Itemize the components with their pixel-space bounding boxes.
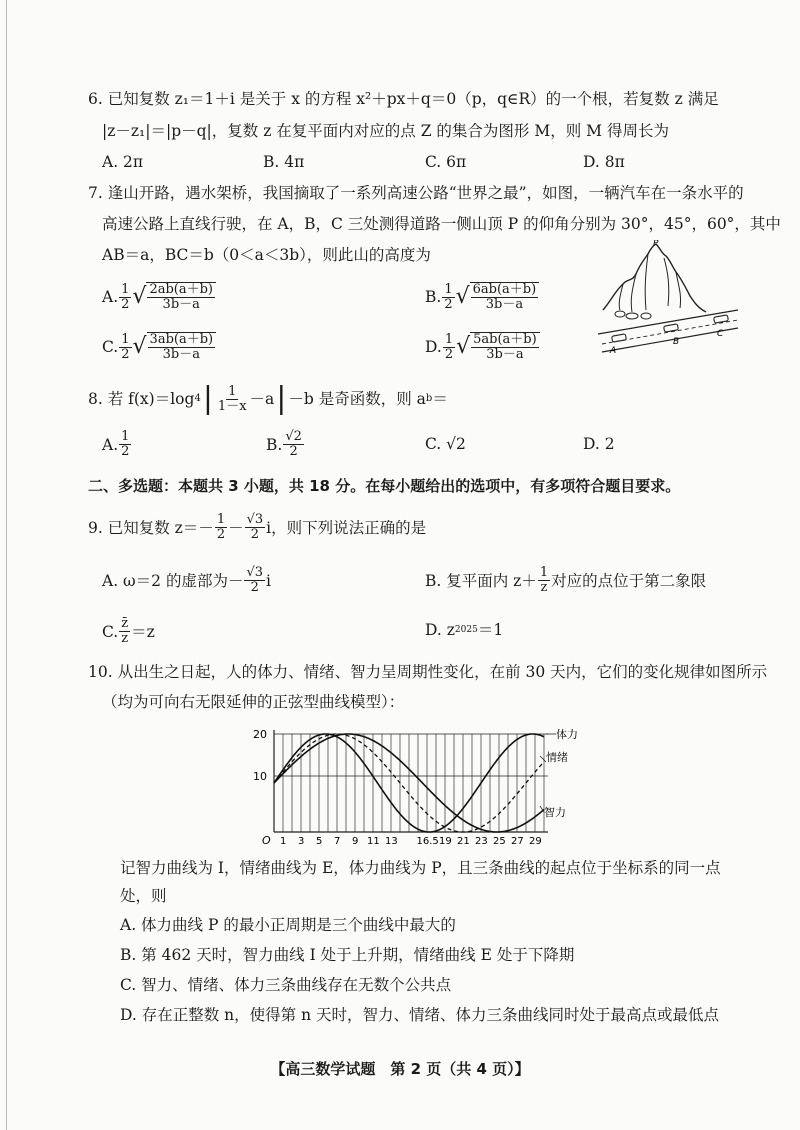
q8-option-b-letter: B. [266, 435, 283, 454]
q8-option-a-letter: A. [102, 435, 119, 454]
q10-stem-line3: 记智力曲线为 I，情绪曲线为 E，体力曲线为 P，且三条曲线的起点位于坐标系的同一点 [120, 859, 721, 877]
q7-b-den: 3b－a [485, 297, 524, 312]
x-tick-label: 19 [439, 836, 452, 845]
q7-a-den: 3b－a [162, 297, 200, 312]
q9-suffix: i，则下列说法正确的是 [266, 518, 427, 537]
q8-a-num: 1 [121, 429, 130, 444]
q9-c-letter: C. [102, 622, 119, 641]
q9-option-b[interactable] [425, 566, 706, 595]
section-2-heading: 二、多选题：本题共 3 小题，共 18 分。在每小题给出的选项中，有多项符合题目要求。 [88, 477, 681, 495]
q9-option-a[interactable] [102, 566, 271, 595]
page-edge-shadow [6, 0, 7, 1130]
q8-option-a[interactable] [102, 430, 132, 459]
x-tick-label: 27 [511, 836, 524, 845]
q7-stem-line2: 高速公路上直线行驶，在 A，B，C 三处测得道路一侧山顶 P 的仰角分别为 30°，45°，60°，其中 [102, 215, 781, 233]
q10-stem-line1: 10. 从出生之日起，人的体力、情绪、智力呈周期性变化，在前 30 天内，它们的变化规律如图所示 [88, 663, 768, 681]
q6-option-d[interactable]: D. 8π [583, 153, 625, 171]
x-tick-label: 13 [385, 836, 398, 845]
q6-option-b[interactable]: B. 4π [263, 153, 305, 171]
q7-option-d[interactable]: D. $\frac{1}{2}$ √ $\frac{5ab(a+b)}{3b-a}$ [425, 332, 540, 362]
q7-b-half-den: 2 [444, 296, 453, 312]
q9-d-post: ＝1 [477, 621, 504, 639]
q6-option-c[interactable]: C. 6π [425, 153, 467, 171]
q7-d-half-den: 2 [444, 346, 454, 362]
q10-option-d[interactable]: D. 存在正整数 n，使得第 n 天时，智力、情绪、体力三条曲线同时处于最高点或最低点 [120, 1006, 719, 1024]
q9-prefix: 9. 已知复数 z＝－ [88, 518, 214, 537]
x-tick-label: 5 [316, 836, 323, 845]
q7-label-c: C [717, 329, 724, 339]
q7-mountain-figure [598, 240, 743, 360]
q8-option-c[interactable]: C. √2 [425, 435, 466, 453]
q10-stem-line2: （均为可向右无限延伸的正弦型曲线模型）： [102, 693, 405, 711]
q7-c-half-den: 2 [121, 346, 130, 362]
q7-a-half-den: 2 [121, 296, 130, 312]
q7-option-a-letter: A. [102, 288, 119, 306]
q8-option-d[interactable]: D. 2 [583, 435, 615, 453]
q9-f2-num: √3 [246, 512, 264, 527]
q9-minus: － [228, 518, 244, 537]
x-tick-label: 1 [280, 836, 287, 845]
q7-b-num: 6ab(a＋b) [472, 282, 537, 297]
q8-stem: 8. 若 f(x)＝log 4 | $\frac{1}{1-x}$ －a | －b 是奇函数，则 a b ＝ [88, 381, 448, 416]
x-tick-label: 9 [352, 836, 359, 845]
q6-option-a[interactable]: A. 2π [102, 153, 144, 171]
q7-b-half-num: 1 [444, 281, 453, 297]
q7-c-half-num: 1 [121, 331, 130, 347]
x-tick-label: 29 [529, 836, 542, 845]
x-tick-label: 7 [334, 836, 341, 845]
q7-option-b[interactable]: B. $\frac{1}{2}$ √ $\frac{6ab(a+b)}{3b-a}$ [425, 282, 539, 312]
q10-stem-line4: 处，则 [120, 887, 167, 905]
q9-option-c[interactable] [102, 617, 155, 646]
q8-a-den: 2 [121, 444, 130, 459]
q7-label-p: P [653, 240, 659, 249]
q8-b-num: √2 [285, 429, 302, 444]
x-tick-label: 11 [367, 836, 380, 845]
legend-tili: 体力 [556, 728, 578, 741]
q7-label-a: A [610, 346, 617, 356]
q9-b-post: 对应的点位于第二象限 [551, 571, 707, 590]
x-tick-label: 23 [475, 836, 488, 845]
x-tick-label: 25 [493, 836, 506, 845]
q7-option-c[interactable]: C. $\frac{1}{2}$ √ $\frac{3ab(a+b)}{3b-a}$ [102, 332, 216, 362]
q7-c-num: 3ab(a＋b) [149, 332, 214, 347]
q8-eq: ＝ [432, 390, 448, 408]
q8-after-frac: －a [249, 390, 275, 408]
q9-b-den: z [540, 580, 548, 595]
q8-frac-num: 1 [228, 383, 237, 399]
q10-biorhythm-chart [250, 720, 590, 845]
q9-a-den: 2 [250, 580, 259, 595]
q7-c-den: 3b－a [162, 347, 200, 362]
q9-f1-num: 1 [216, 512, 226, 527]
q7-stem-line1: 7. 逢山开路，遇水架桥，我国摘取了一系列高速公路“世界之最”，如图，一辆汽车在一条水平的 [88, 184, 744, 202]
x-tick-label: 3 [298, 836, 305, 845]
q10-option-b[interactable]: B. 第 462 天时，智力曲线 I 处于上升期，情绪曲线 E 处于下降期 [120, 946, 575, 964]
q7-d-num: 5ab(a＋b) [473, 332, 537, 347]
q9-a-pre: A. ω＝2 的虚部为－ [102, 571, 244, 590]
q6-stem-line1: 6. 已知复数 z₁＝1＋i 是关于 x 的方程 x²＋px＋q＝0（p，q∈R）的一个根，若复数 z 满足 [88, 90, 719, 108]
q9-f1-den: 2 [216, 527, 226, 542]
q9-d-sup: 2025 [454, 625, 478, 635]
q9-d-pre: D. z [425, 621, 455, 639]
x-tick-label: 21 [457, 836, 470, 845]
q8-suffix: －b 是奇函数，则 a [288, 390, 426, 408]
y-tick-10: 10 [253, 770, 267, 783]
q7-d-half-num: 1 [444, 331, 454, 347]
q9-c-post: ＝z [131, 622, 155, 641]
q9-a-num: √3 [246, 565, 264, 580]
q9-option-d[interactable] [425, 620, 503, 640]
q9-f2-den: 2 [250, 527, 260, 542]
q7-option-a[interactable]: A. $\frac{1}{2}$ √ $\frac{2ab(a+b)}{3b-a}$ [102, 282, 216, 312]
q7-a-num: 2ab(a＋b) [149, 282, 213, 297]
q9-c-num: z̄ [121, 616, 129, 631]
q10-option-c[interactable]: C. 智力、情绪、体力三条曲线存在无数个公共点 [120, 976, 452, 994]
q7-option-b-letter: B. [425, 288, 442, 306]
q7-stem-line3: AB＝a，BC＝b（0＜a＜3b），则此山的高度为 [102, 246, 431, 264]
q7-label-b: B [673, 337, 680, 347]
q8-frac-den: 1－x [217, 398, 247, 414]
q7-option-d-letter: D. [425, 338, 442, 356]
q8-sup: b [425, 393, 433, 404]
q9-stem [88, 513, 426, 542]
q9-a-post: i [266, 571, 272, 590]
q7-d-den: 3b－a [486, 347, 524, 362]
q8-log-base: 4 [194, 393, 201, 404]
q7-a-half-num: 1 [121, 281, 130, 297]
y-tick-20: 20 [253, 728, 267, 741]
legend-zhili: 智力 [544, 806, 566, 819]
origin-label: O [262, 834, 271, 845]
legend-qingxu: 情绪 [546, 751, 568, 764]
q9-b-pre: B. 复平面内 z＋ [425, 571, 537, 590]
q6-stem-line2: |z－z₁|＝|p－q|，复数 z 在复平面内对应的点 Z 的集合为图形 M，则 M 得周长为 [102, 122, 669, 140]
q9-b-num: 1 [539, 565, 549, 580]
q9-c-den: z [121, 631, 129, 646]
q10-option-a[interactable]: A. 体力曲线 P 的最小正周期是三个曲线中最大的 [120, 916, 456, 934]
page-footer: 【高三数学试题 第 2 页（共 4 页）】 [270, 1060, 530, 1078]
q7-option-c-letter: C. [102, 338, 119, 356]
x-tick-label: 16.5 [416, 836, 439, 845]
q8-option-b[interactable] [266, 430, 305, 459]
q8-prefix: 8. 若 f(x)＝log [88, 390, 195, 408]
q8-b-den: 2 [289, 444, 298, 459]
